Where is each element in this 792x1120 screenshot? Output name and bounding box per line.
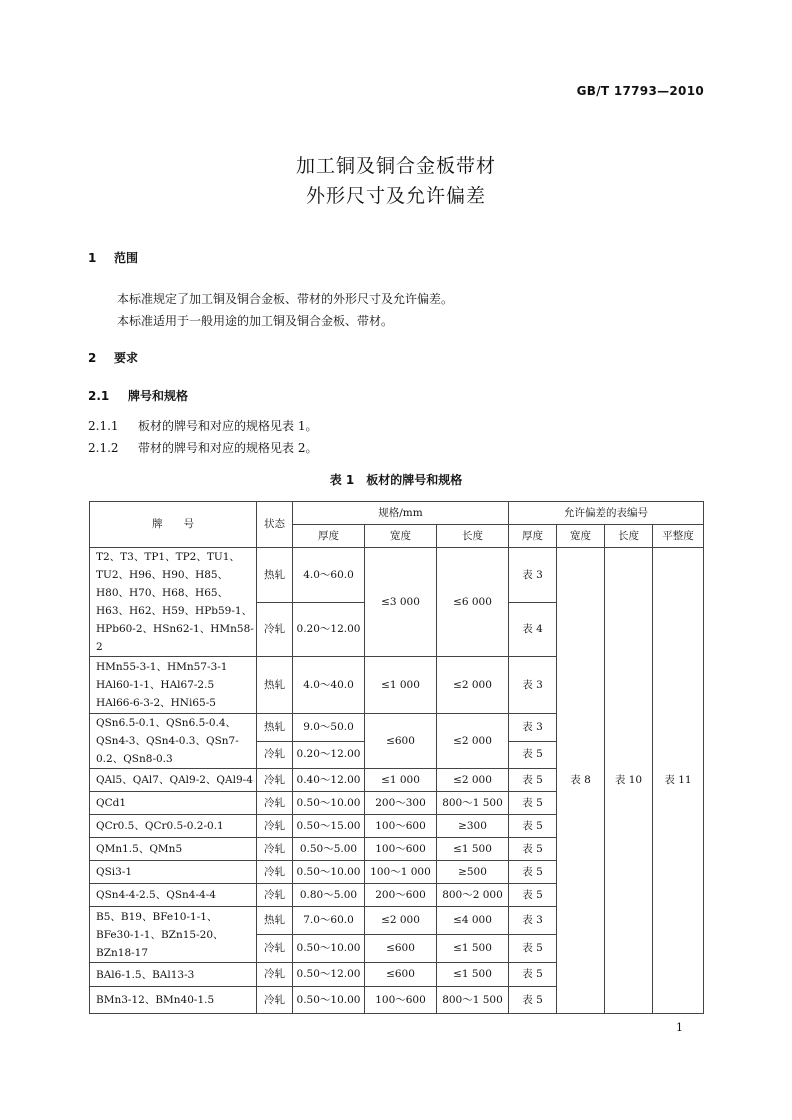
- cell-length: ≤1 500: [437, 963, 509, 987]
- cell-grade: QSn6.5-0.1、QSn6.5-0.4、QSn4-3、QSn4-0.3、QSn7-0.2、QSn8-0.3: [90, 714, 257, 769]
- section-title: 牌号和规格: [128, 389, 189, 403]
- cell-tol-thickness: 表 3: [509, 548, 557, 603]
- cell-grade: QCr0.5、QCr0.5-0.2-0.1: [90, 815, 257, 838]
- cell-thickness: 0.50～15.00: [293, 815, 365, 838]
- cell-state: 冷轧: [257, 741, 293, 769]
- cell-width: 100～600: [365, 815, 437, 838]
- cell-thickness: 0.50～12.00: [293, 963, 365, 987]
- cell-width: 100～600: [365, 838, 437, 861]
- cell-state: 冷轧: [257, 792, 293, 815]
- cell-tol-thickness: 表 3: [509, 907, 557, 935]
- section-2-1-heading: [88, 387, 188, 404]
- cell-tol-thickness: 表 3: [509, 657, 557, 714]
- cell-tol-thickness: 表 4: [509, 603, 557, 657]
- cell-width: ≤600: [365, 935, 437, 963]
- cell-state: 冷轧: [257, 963, 293, 987]
- clause-2-1-2: [88, 439, 317, 456]
- standard-code: GB/T 17793—2010: [576, 84, 704, 98]
- cell-thickness: 0.50～10.00: [293, 987, 365, 1014]
- clause-text: 板材的牌号和对应的规格见表 1。: [138, 419, 318, 433]
- col-header-grade: 牌 号: [90, 502, 257, 548]
- cell-tol-thickness: 表 5: [509, 861, 557, 884]
- cell-length: ≤6 000: [437, 548, 509, 657]
- col-header-tolerance: 允许偏差的表编号: [509, 502, 704, 525]
- cell-width: ≤1 000: [365, 657, 437, 714]
- cell-thickness: 0.50～10.00: [293, 861, 365, 884]
- cell-grade: QMn1.5、QMn5: [90, 838, 257, 861]
- table-caption: 表 1 板材的牌号和规格: [329, 473, 463, 487]
- cell-grade: BMn3-12、BMn40-1.5: [90, 987, 257, 1014]
- section-title: 要求: [114, 351, 139, 365]
- cell-state: 热轧: [257, 657, 293, 714]
- cell-width: 200～600: [365, 884, 437, 907]
- cell-state: 热轧: [257, 907, 293, 935]
- cell-state: 冷轧: [257, 769, 293, 792]
- paragraph: 本标准规定了加工铜及铜合金板、带材的外形尺寸及允许偏差。: [117, 292, 454, 306]
- cell-width: ≤600: [365, 963, 437, 987]
- cell-grade: HMn55-3-1、HMn57-3-1 HAl60-1-1、HAl67-2.5 HAl66-6-3-2、HNi65-5: [90, 657, 257, 714]
- cell-state: 冷轧: [257, 838, 293, 861]
- cell-tol-thickness: 表 5: [509, 987, 557, 1014]
- cell-thickness: 0.40～12.00: [293, 769, 365, 792]
- section-2-heading: [88, 349, 138, 366]
- cell-state: 冷轧: [257, 861, 293, 884]
- cell-thickness: 0.50～5.00: [293, 838, 365, 861]
- cell-tol-thickness: 表 5: [509, 838, 557, 861]
- cell-tol-flatness: 表 11: [653, 548, 704, 1014]
- col-header-width: 宽度: [365, 525, 437, 548]
- cell-grade: BAl6-1.5、BAl13-3: [90, 963, 257, 987]
- paragraph: 本标准适用于一般用途的加工铜及铜合金板、带材。: [117, 314, 394, 328]
- cell-grade: B5、B19、BFe10-1-1、BFe30-1-1、BZn15-20、BZn18-17: [90, 907, 257, 963]
- cell-tol-thickness: 表 3: [509, 714, 557, 742]
- col-header-state: 状态: [257, 502, 293, 548]
- cell-grade: QCd1: [90, 792, 257, 815]
- cell-state: 冷轧: [257, 815, 293, 838]
- cell-length: ≥300: [437, 815, 509, 838]
- cell-grade: QSi3-1: [90, 861, 257, 884]
- col-header-length: 长度: [437, 525, 509, 548]
- cell-width: ≤600: [365, 714, 437, 769]
- document-title-line1: 加工铜及铜合金板带材: [295, 155, 496, 177]
- cell-tol-thickness: 表 5: [509, 792, 557, 815]
- section-number: 1: [88, 251, 97, 265]
- cell-length: ≤4 000: [437, 907, 509, 935]
- col-header-tol-length: 长度: [605, 525, 653, 548]
- col-header-tol-width: 宽度: [557, 525, 605, 548]
- cell-width: 100～1 000: [365, 861, 437, 884]
- cell-length: ≥500: [437, 861, 509, 884]
- cell-length: 800～1 500: [437, 987, 509, 1014]
- cell-length: ≤1 500: [437, 935, 509, 963]
- cell-width: 100～600: [365, 987, 437, 1014]
- cell-thickness: 0.20～12.00: [293, 741, 365, 769]
- clause-text: 带材的牌号和对应的规格见表 2。: [138, 441, 318, 455]
- section-1-heading: [88, 249, 138, 266]
- clause-2-1-1: [88, 417, 317, 434]
- cell-thickness: 0.50～10.00: [293, 935, 365, 963]
- cell-state: 冷轧: [257, 935, 293, 963]
- col-header-tol-thickness: 厚度: [509, 525, 557, 548]
- table-1: [89, 501, 704, 1014]
- cell-tol-width: 表 8: [557, 548, 605, 1014]
- col-header-thickness: 厚度: [293, 525, 365, 548]
- cell-state: 热轧: [257, 714, 293, 742]
- cell-tol-thickness: 表 5: [509, 963, 557, 987]
- cell-thickness: 9.0～50.0: [293, 714, 365, 742]
- cell-length: ≤1 500: [437, 838, 509, 861]
- cell-tol-thickness: 表 5: [509, 815, 557, 838]
- cell-thickness: 0.80～5.00: [293, 884, 365, 907]
- cell-length: ≤2 000: [437, 657, 509, 714]
- cell-length: 800～2 000: [437, 884, 509, 907]
- col-header-tol-flatness: 平整度: [653, 525, 704, 548]
- cell-width: 200～300: [365, 792, 437, 815]
- cell-length: 800～1 500: [437, 792, 509, 815]
- section-number: 2.1: [88, 389, 110, 403]
- col-header-spec: 规格/mm: [293, 502, 509, 525]
- cell-thickness: 0.20～12.00: [293, 603, 365, 657]
- cell-thickness: 4.0～60.0: [293, 548, 365, 603]
- clause-number: 2.1.2: [88, 441, 119, 455]
- section-number: 2: [88, 351, 97, 365]
- cell-width: ≤1 000: [365, 769, 437, 792]
- clause-number: 2.1.1: [88, 419, 119, 433]
- cell-thickness: 7.0～60.0: [293, 907, 365, 935]
- cell-tol-thickness: 表 5: [509, 935, 557, 963]
- cell-state: 热轧: [257, 548, 293, 603]
- cell-tol-length: 表 10: [605, 548, 653, 1014]
- cell-width: ≤2 000: [365, 907, 437, 935]
- cell-tol-thickness: 表 5: [509, 884, 557, 907]
- section-title: 范围: [114, 251, 139, 265]
- cell-tol-thickness: 表 5: [509, 769, 557, 792]
- cell-grade: T2、T3、TP1、TP2、TU1、TU2、H96、H90、H85、H80、H70、H68、H65、H63、H62、H59、HPb59-1、HPb60-2、HSn62-1、HMn58-2: [90, 548, 257, 657]
- document-title-line2: 外形尺寸及允许偏差: [305, 185, 486, 207]
- cell-state: 冷轧: [257, 987, 293, 1014]
- cell-thickness: 4.0～40.0: [293, 657, 365, 714]
- cell-state: 冷轧: [257, 884, 293, 907]
- table-row: [90, 548, 704, 603]
- cell-state: 冷轧: [257, 603, 293, 657]
- cell-grade: QAl5、QAl7、QAl9-2、QAl9-4: [90, 769, 257, 792]
- cell-grade: QSn4-4-2.5、QSn4-4-4: [90, 884, 257, 907]
- page-number: 1: [676, 1021, 683, 1034]
- cell-width: ≤3 000: [365, 548, 437, 657]
- cell-length: ≤2 000: [437, 769, 509, 792]
- cell-length: ≤2 000: [437, 714, 509, 769]
- cell-tol-thickness: 表 5: [509, 741, 557, 769]
- cell-thickness: 0.50～10.00: [293, 792, 365, 815]
